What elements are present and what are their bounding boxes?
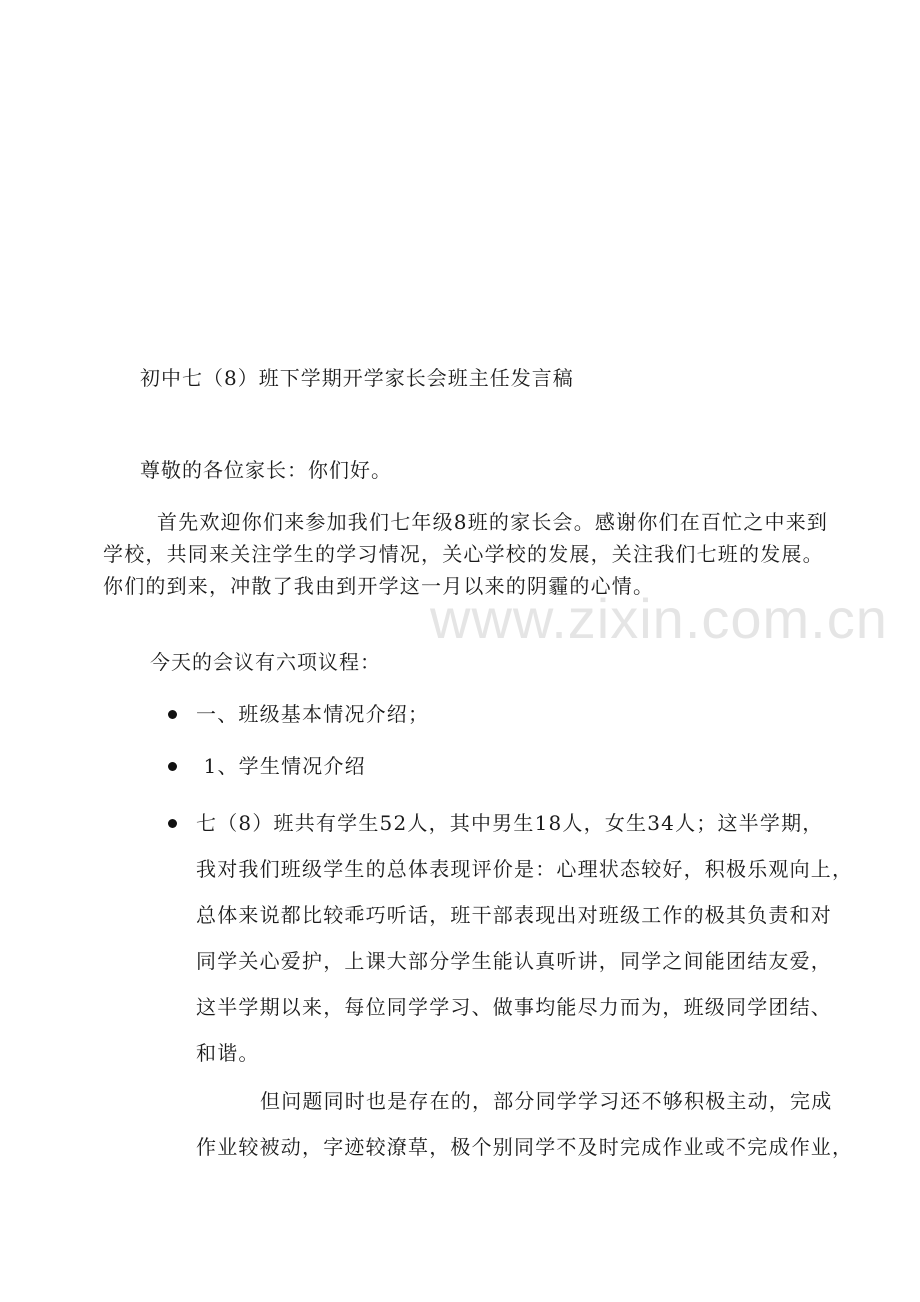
list-item [160,800,860,1076]
list-item [160,696,860,748]
bullet-dot-icon [168,762,177,771]
list-item-line: 和谐。 [196,1041,260,1065]
document-title: 初中七（8）班下学期开学家长会班主任发言稿 [140,366,574,390]
bullet-dot-icon [168,819,177,828]
list-item-line: 七（8）班共有学生52人，其中男生18人，女生34人；这半学期， [196,811,824,835]
paragraph-line: 你们的到来，冲散了我由到开学这一月以来的阴霾的心情。 [103,574,655,598]
bullet-dot-icon [168,710,177,719]
intro-paragraph [103,506,863,602]
agenda-intro: 今天的会议有六项议程： [150,650,381,674]
list-item-line: 同学关心爱护，上课大部分学生能认真听讲，同学之间能团结友爱， [196,949,832,973]
paragraph-line: 学校，共同来关注学生的学习情况，关心学校的发展，关注我们七班的发展。 [103,542,824,566]
list-item-line: 这半学期以来，每位同学学习、做事均能尽力而为，班级同学团结、 [196,995,832,1019]
problem-paragraph [196,1078,856,1170]
paragraph-line: 首先欢迎你们来参加我们七年级8班的家长会。感谢你们在百忙之中来到 [157,510,829,534]
list-item-line: 总体来说都比较乖巧听话，班干部表现出对班级工作的极其负责和对 [196,903,832,927]
paragraph-line: 作业较被动，字迹较潦草，极个别同学不及时完成作业或不完成作业， [196,1135,854,1159]
paragraph-line: 但问题同时也是存在的，部分同学学习还不够积极主动，完成 [260,1089,833,1113]
bullet-list [160,696,860,1076]
list-item-text: 1、学生情况介绍 [196,754,366,778]
list-item-text: 一、班级基本情况介绍； [196,702,430,726]
list-item-line: 我对我们班级学生的总体表现评价是：心理状态较好，积极乐观向上， [196,857,854,881]
watermark: www.zixin.com.cn [430,587,888,650]
list-item [160,748,860,800]
salutation: 尊敬的各位家长：你们好。 [140,458,392,482]
